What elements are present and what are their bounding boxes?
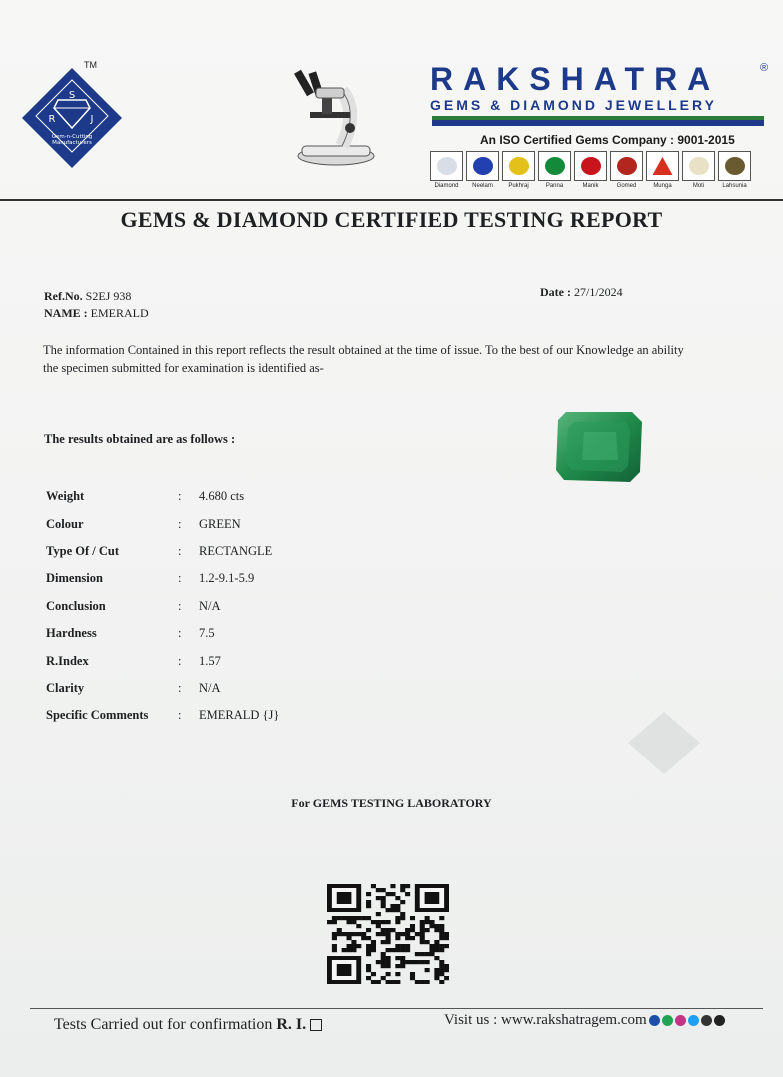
lab-signature-label: For GEMS TESTING LABORATORY	[291, 796, 492, 810]
brand-color-bar	[432, 116, 764, 126]
gem-icon	[610, 151, 643, 181]
gem-swatch	[473, 157, 493, 175]
spec-value: N/A	[199, 598, 221, 613]
intro-paragraph: The information Contained in this report reflects the result obtained at the time of issue. To the best of our Knowledge an ability the specimen submitted for examination is identified as-	[43, 343, 684, 375]
header-divider	[0, 199, 783, 201]
gem-item	[502, 151, 535, 189]
telegram-icon[interactable]	[714, 1015, 725, 1026]
date-value: 27/1/2024	[573, 285, 623, 299]
spec-row	[46, 593, 279, 620]
gem-icon	[466, 151, 499, 181]
gem-name: Munga	[653, 183, 672, 189]
name-label: NAME :	[44, 306, 88, 320]
brand-subtitle: GEMS & DIAMOND JEWELLERY	[430, 97, 717, 113]
svg-text:S: S	[68, 90, 76, 101]
svg-text:R: R	[48, 114, 56, 125]
gem-swatch	[725, 157, 745, 175]
report-title: GEMS & DIAMOND CERTIFIED TESTING REPORT	[120, 207, 663, 232]
footer-confirmation	[54, 1016, 322, 1034]
spec-value: N/A	[199, 680, 221, 695]
spec-label: R.Index	[46, 653, 89, 668]
spec-colon: :	[178, 680, 182, 695]
spec-colon: :	[178, 708, 182, 723]
gem-icon	[682, 151, 715, 181]
spec-label: Colour	[46, 516, 84, 531]
footer-website	[444, 1012, 725, 1029]
gem-name: Manik	[582, 183, 599, 189]
youtube-icon[interactable]	[701, 1015, 712, 1026]
twitter-icon[interactable]	[688, 1015, 699, 1026]
trademark-mark: TM	[84, 60, 97, 70]
brand-block	[430, 62, 770, 113]
spec-value: GREEN	[199, 516, 241, 531]
spec-value: 7.5	[199, 626, 215, 641]
gem-name: Gomed	[616, 183, 637, 189]
spec-label: Weight	[46, 489, 85, 504]
qr-code[interactable]	[327, 884, 449, 984]
spec-colon: :	[178, 516, 182, 531]
footer-left-text: Tests Carried out for confirmation	[54, 1016, 273, 1033]
ref-number	[44, 289, 131, 304]
gem-name: Pukhraj	[508, 183, 529, 189]
spec-colon: :	[178, 653, 182, 668]
footer-divider	[30, 1008, 763, 1009]
spec-colon: :	[178, 543, 182, 558]
gem-swatch	[689, 157, 709, 175]
stone-name	[44, 306, 149, 321]
name-value: EMERALD	[90, 306, 149, 320]
registered-mark: ®	[760, 62, 769, 74]
gem-icon	[430, 151, 463, 181]
gem-name: Lahsunia	[722, 183, 747, 189]
spec-label: Clarity	[46, 680, 85, 695]
report-date	[540, 285, 623, 300]
facebook-icon[interactable]	[649, 1015, 660, 1026]
spec-row	[46, 483, 279, 510]
svg-text:Manufacturers: Manufacturers	[52, 140, 92, 146]
gem-item	[610, 151, 643, 189]
gem-icon	[538, 151, 571, 181]
spec-colon: :	[178, 626, 182, 641]
microscope-icon	[292, 66, 378, 170]
gem-item	[574, 151, 607, 189]
whatsapp-icon[interactable]	[662, 1015, 673, 1026]
spec-row	[46, 675, 279, 702]
spec-colon: :	[178, 598, 182, 613]
gem-icon	[646, 151, 679, 181]
social-icons	[649, 1015, 725, 1026]
iso-certification: An ISO Certified Gems Company : 9001-2015	[480, 133, 735, 147]
gem-item	[646, 151, 679, 189]
gem-item	[538, 151, 571, 189]
gem-swatch	[545, 157, 565, 175]
spec-row	[46, 647, 279, 674]
spec-label: Hardness	[46, 626, 97, 641]
gem-icon	[718, 151, 751, 181]
spec-row	[46, 702, 279, 729]
gem-swatch	[653, 157, 673, 175]
spec-row	[46, 538, 279, 565]
emerald-stone-image	[554, 410, 642, 482]
spec-value: 1.57	[199, 653, 221, 668]
gem-name: Moti	[692, 183, 705, 189]
footer-ri: R. I.	[276, 1016, 307, 1033]
spec-colon: :	[178, 571, 182, 586]
spec-value: 4.680 cts	[199, 489, 245, 504]
instagram-icon[interactable]	[675, 1015, 686, 1026]
ref-value: S2EJ 938	[85, 289, 132, 303]
date-label: Date :	[540, 285, 571, 299]
gem-strip	[430, 151, 751, 189]
ri-checkbox[interactable]	[310, 1019, 322, 1031]
svg-text:Gem-n-Cutting: Gem-n-Cutting	[51, 134, 93, 140]
gem-name: Neelam	[472, 183, 493, 189]
spec-table	[46, 483, 279, 730]
gem-swatch	[581, 157, 601, 175]
gem-swatch	[617, 157, 637, 175]
spec-value: 1.2-9.1-5.9	[199, 571, 255, 586]
results-heading: The results obtained are as follows :	[44, 432, 236, 446]
watermark-diamond	[628, 712, 700, 774]
gem-swatch	[509, 157, 529, 175]
gem-item	[682, 151, 715, 189]
gem-item	[430, 151, 463, 189]
spec-row	[46, 565, 279, 592]
spec-value: RECTANGLE	[199, 543, 273, 558]
gem-swatch	[437, 157, 457, 175]
spec-label: Type Of / Cut	[46, 543, 120, 558]
gem-name: Panna	[545, 183, 564, 189]
ref-label: Ref.No.	[44, 289, 83, 303]
website-link[interactable]: Visit us : www.rakshatragem.com	[444, 1012, 647, 1028]
srj-logo	[20, 66, 124, 170]
gem-icon	[502, 151, 535, 181]
spec-row	[46, 620, 279, 647]
gem-item	[718, 151, 751, 189]
brand-name: RAKSHATRA	[430, 61, 721, 97]
spec-label: Specific Comments	[46, 708, 149, 723]
gem-icon	[574, 151, 607, 181]
spec-colon: :	[178, 489, 182, 504]
spec-label: Dimension	[46, 571, 103, 586]
spec-value: EMERALD {J}	[199, 708, 280, 723]
gem-item	[466, 151, 499, 189]
spec-label: Conclusion	[46, 598, 106, 613]
gem-name: Diamond	[434, 183, 459, 189]
svg-text:J: J	[90, 114, 94, 125]
spec-row	[46, 510, 279, 537]
